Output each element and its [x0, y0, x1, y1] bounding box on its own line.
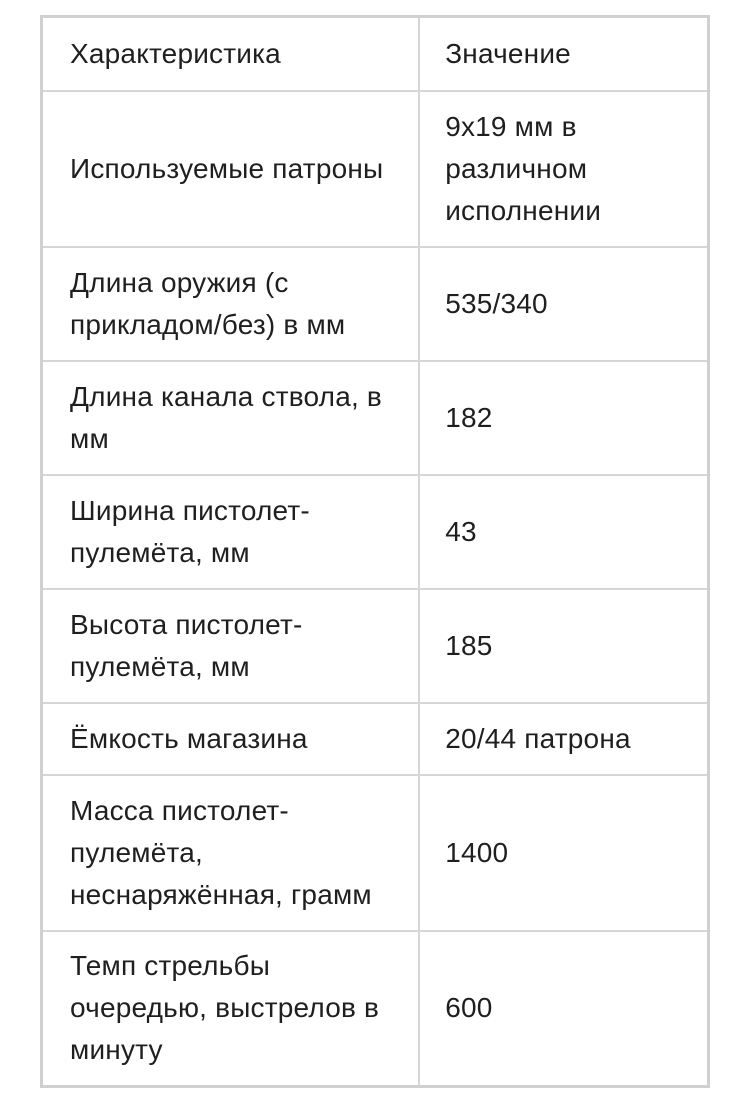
header-value: Значение: [419, 17, 708, 91]
row-value: 535/340: [419, 247, 708, 361]
row-characteristic: Высота пистолет-пулемёта, мм: [42, 589, 420, 703]
row-value: 185: [419, 589, 708, 703]
table-row: [42, 775, 709, 931]
specs-table: [40, 15, 710, 1088]
row-value: 9x19 мм в различном исполнении: [419, 91, 708, 247]
row-value: 20/44 патрона: [419, 703, 708, 775]
table-header-row: [42, 17, 709, 91]
row-characteristic: Используемые патроны: [42, 91, 420, 247]
table-row: [42, 91, 709, 247]
row-characteristic: Ёмкость магазина: [42, 703, 420, 775]
table-row: [42, 361, 709, 475]
row-value: 43: [419, 475, 708, 589]
table-row: [42, 247, 709, 361]
table-row: [42, 931, 709, 1087]
row-value: 600: [419, 931, 708, 1087]
row-characteristic: Темп стрельбы очередью, выстрелов в минуту: [42, 931, 420, 1087]
row-value: 182: [419, 361, 708, 475]
table-row: [42, 703, 709, 775]
header-characteristic: Характеристика: [42, 17, 420, 91]
row-characteristic: Длина канала ствола, в мм: [42, 361, 420, 475]
row-characteristic: Длина оружия (с прикладом/без) в мм: [42, 247, 420, 361]
row-characteristic: Ширина пистолет-пулемёта, мм: [42, 475, 420, 589]
table-row: [42, 475, 709, 589]
row-characteristic: Масса пистолет-пулемёта, неснаряжённая, грамм: [42, 775, 420, 931]
row-value: 1400: [419, 775, 708, 931]
table-row: [42, 589, 709, 703]
